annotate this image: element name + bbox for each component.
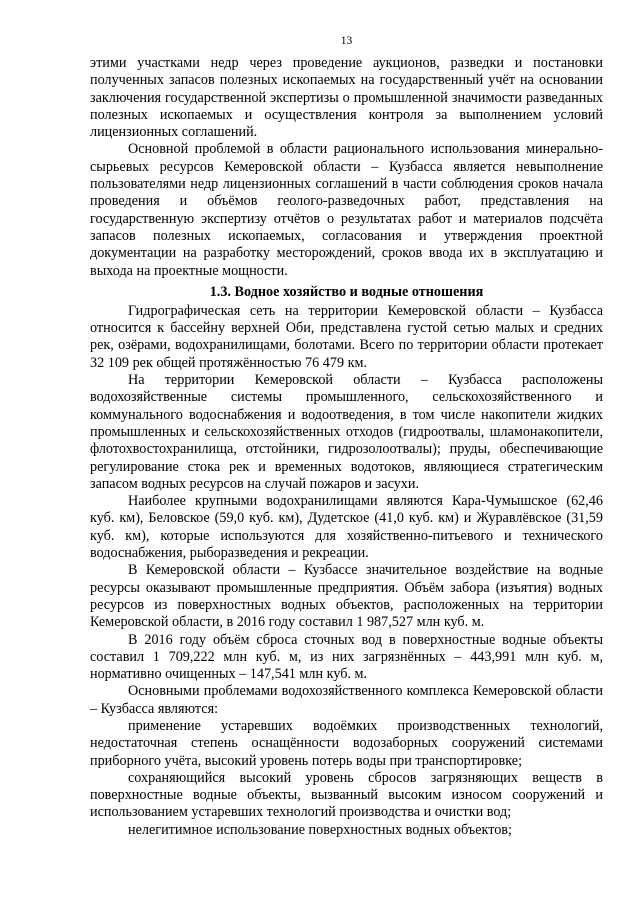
paragraph-water-intake: В Кемеровской области – Кузбассе значительное воздействие на водные ресурсы оказывают промышленные предприятия. Объём забора (изъятия) водных ресурсов из поверхностных водных объектов, расположенных на территории Кемеровской области, в 2016 году составил 1 987,527 млн куб. м. bbox=[90, 562, 603, 631]
section-heading: 1.3. Водное хозяйство и водные отношения bbox=[209, 283, 484, 300]
paragraph-reservoirs: Наиболее крупными водохранилищами являются Кара-Чумышское (62,46 куб. км), Беловское (59,0 куб. км), Дудетское (41,0 куб. км) и Журавлёвское (31,59 куб. км), которые используются для хозяйственно-питьевого и технического водоснабжения, рыборазведения и рекреации. bbox=[90, 493, 603, 562]
paragraph-subsoil-problem: Основной проблемой в области рационального использования минерально-сырьевых ресурсов Кемеровской области – Кузбасса является невыполнение пользователями недр лицензионных соглашений в части соблюдения сроков начала проведения и объёмов геолого-разведочных работ, представления на государственную экспертизу отчётов о результатах работ и материалов подсчёта запасов полезных ископаемых, согласования и утверждения проектной документации на разработку месторождений, сроков ввода их в эксплуатацию и выхода на проектные мощности. bbox=[90, 141, 603, 279]
list-item-pollutant-discharge: сохраняющийся высокий уровень сбросов загрязняющих веществ в поверхностные водные объекты, вызванный высоким износом сооружений и использованием устаревших технологий производства и очистки вод; bbox=[90, 769, 603, 821]
paragraph-water-systems: На территории Кемеровской области – Кузбасса расположены водохозяйственные системы промышленного, сельскохозяйственного и коммунального водоснабжения и водоотведения, в том числе накопители жидких промышленных и сельскохозяйственных отходов (гидроотвалы, шламонакопители, флотохвостохранилища, отстойники, гидрозолоотвалы); пруды, обеспечивающие регулирование стока рек и временных водотоков, являющиеся стратегическим запасом водных ресурсов на случай пожаров и засухи. bbox=[90, 372, 603, 492]
paragraph-subsoil-control: этими участками недр через проведение аукционов, разведки и постановки полученных запасов полезных ископаемых на государственный учёт на основании заключения государственной экспертизы о промышленной значимости разведанных полезных ископаемых и осуществления контроля за выполнением условий лицензионных соглашений. bbox=[90, 55, 603, 141]
list-item-outdated-technologies: применение устаревших водоёмких производственных технологий, недостаточная степень оснащённости водозаборных сооружений системами приборного учёта, высокий уровень потерь воды при транспортировке; bbox=[90, 717, 603, 769]
paragraph-hydrographic-network: Гидрографическая сеть на территории Кемеровской области – Кузбасса относится к бассейну верхней Оби, представлена густой сетью малых и средних рек, озёрами, водохранилищами, болотами. Всего по территории области протекает 32 109 рек общей протяжённостью 76 479 км. bbox=[90, 302, 603, 371]
page-number: 13 bbox=[340, 35, 353, 47]
paragraph-main-problems: Основными проблемами водохозяйственного комплекса Кемеровской области – Кузбасса являются: bbox=[90, 683, 603, 717]
list-item-illegitimate-use: нелегитимное использование поверхностных водных объектов; bbox=[128, 821, 512, 838]
paragraph-wastewater-discharge: В 2016 году объём сброса сточных вод в поверхностные водные объекты составил 1 709,222 млн куб. м, из них загрязнённых – 443,991 млн куб. м, нормативно очищенных – 147,541 млн куб. м. bbox=[90, 631, 603, 683]
